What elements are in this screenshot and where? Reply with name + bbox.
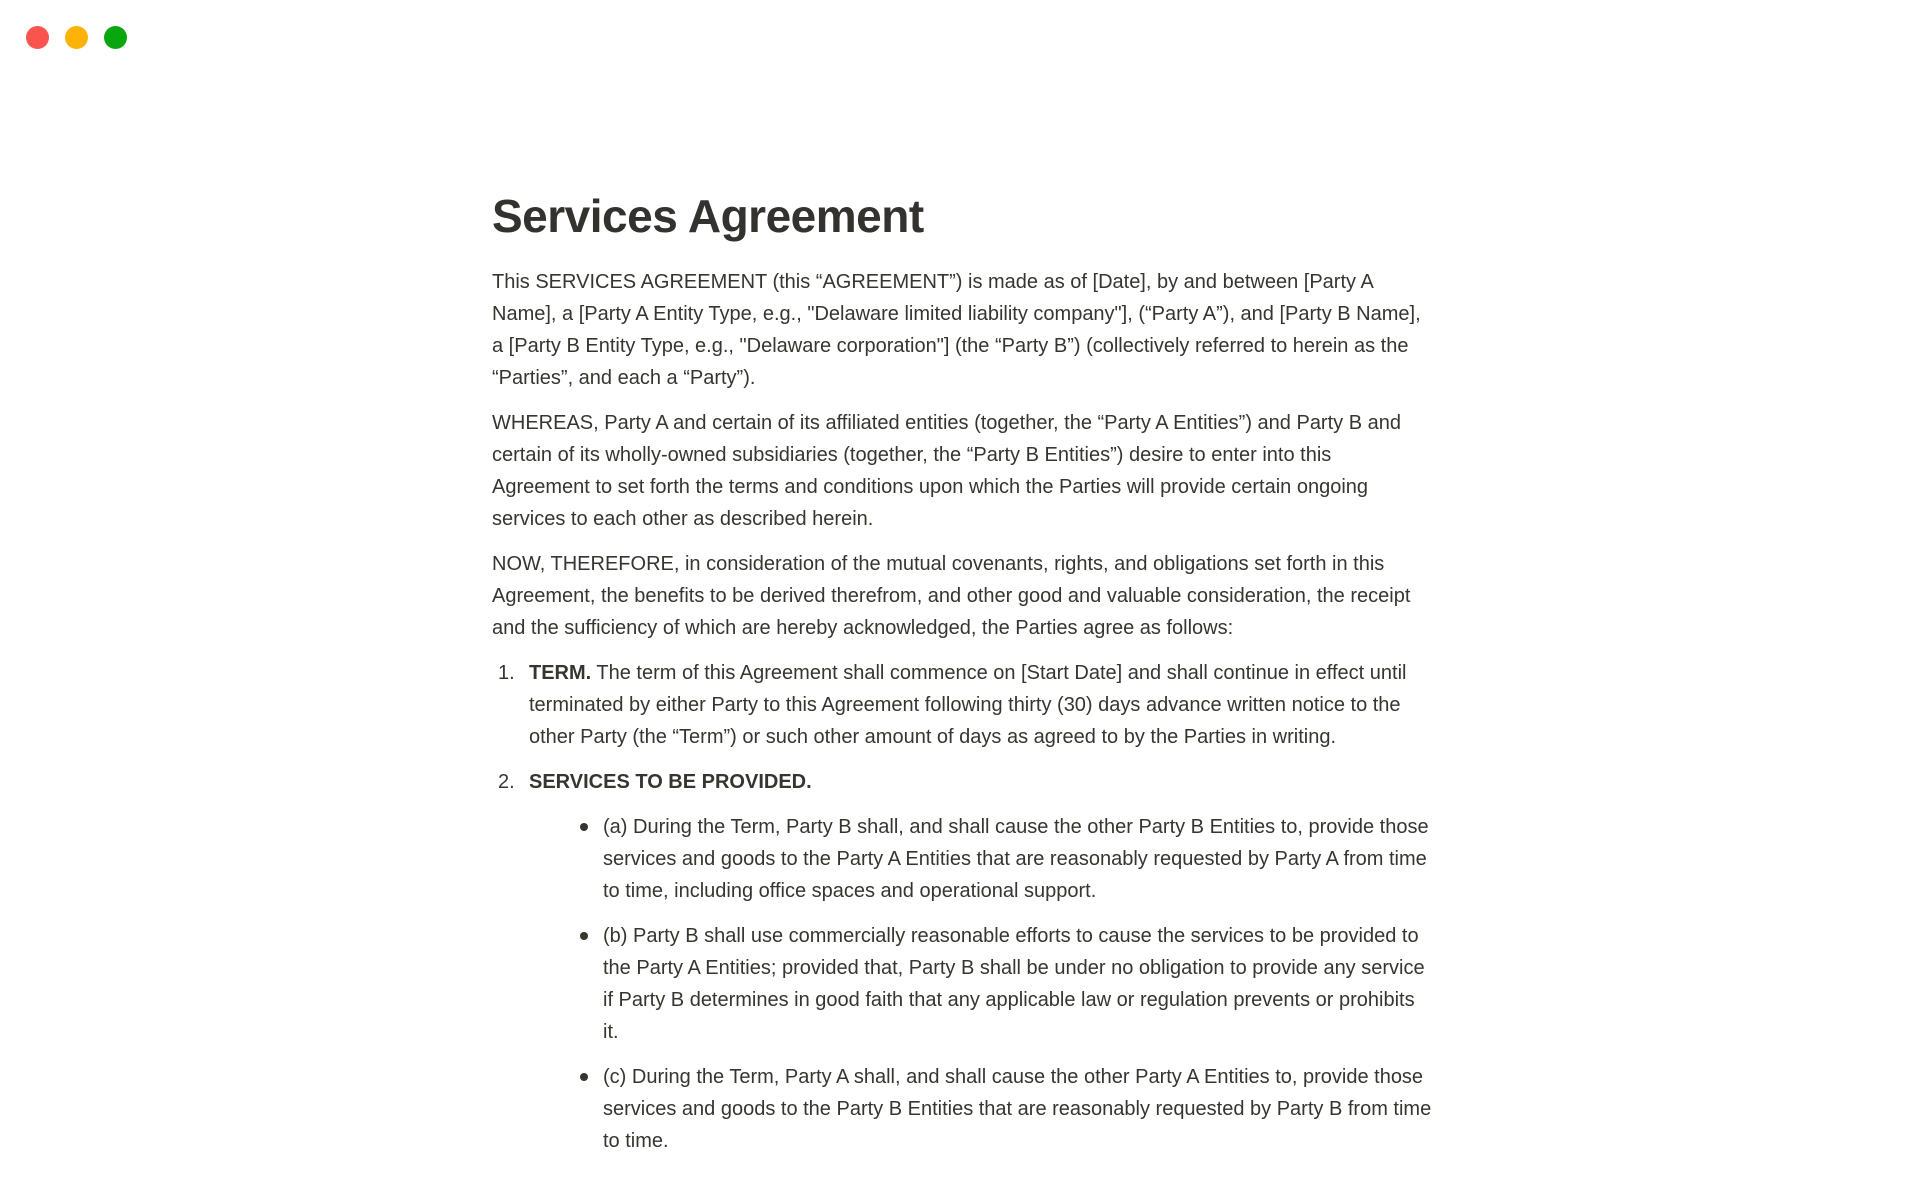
list-item-services-heading: SERVICES TO BE PROVIDED. [529, 771, 812, 793]
bullet-text-c: (c) During the Term, Party A shall, and shall cause the other Party A Entities to, provide those services and goods to the Party B Entities that are reasonably requested by Party B from time to time. [603, 1066, 1432, 1152]
page-title: Services Agreement [492, 190, 924, 242]
paragraph-now-therefore: NOW, THEREFORE, in consideration of the mutual covenants, rights, and obligations set forth in this Agreement, the benefits to be derived therefrom, and other good and valuable consideration, the receipt and the sufficiency of which are hereby acknowledged, the Parties agree as follows: [492, 553, 1411, 639]
bullet-item-a [529, 811, 1432, 907]
bullet-text-a: (a) During the Term, Party B shall, and shall cause the other Party B Entities to, provide those services and goods to the Party A Entities that are reasonably requested by Party A from time to time, including office spaces and operational support. [603, 816, 1429, 902]
list-item-number: 2. [498, 771, 515, 793]
bullet-icon [580, 823, 588, 831]
list-item-services [492, 766, 1432, 1157]
bullet-item-c [529, 1061, 1432, 1157]
list-item-term-heading: TERM. [529, 662, 592, 684]
bullet-icon [580, 932, 588, 940]
list-item-number: 1. [498, 662, 515, 684]
bullet-text-b: (b) Party B shall use commercially reasonable efforts to cause the services to be provided to the Party A Entities; provided that, Party B shall be under no obligation to provide any service if Party B determines in good faith that any applicable law or regulation prevents or prohibits it. [603, 925, 1425, 1043]
paragraph-whereas: WHEREAS, Party A and certain of its affiliated entities (together, the “Party A Entities”) and Party B and certain of its wholly-owned subsidiaries (together, the “Party B Entities”) desire to enter into this Agreement to set forth the terms and conditions upon which the Parties will provide certain ongoing services to each other as described herein. [492, 412, 1401, 530]
numbered-list [492, 657, 1432, 1157]
list-item-term-text: The term of this Agreement shall commence on [Start Date] and shall continue in effect until terminated by either Party to this Agreement following thirty (30) days advance written notice to the other Party (the “Term”) or such other amount of days as agreed to by the Parties in writing. [529, 662, 1407, 748]
paragraph-preamble: This SERVICES AGREEMENT (this “AGREEMENT”) is made as of [Date], by and between [Party A Name], a [Party A Entity Type, e.g., "Delaware limited liability company"], (“Party A”), and [Party B Name], a [Party B Entity Type, e.g., "Delaware corporation"] (the “Party B”) (collectively referred to herein as the “Parties”, and each a “Party”). [492, 271, 1421, 389]
list-item-term [492, 657, 1432, 753]
bullet-icon [580, 1073, 588, 1081]
services-bullet-list [529, 811, 1432, 1157]
document-content [492, 186, 1432, 1157]
bullet-item-b [529, 920, 1432, 1048]
